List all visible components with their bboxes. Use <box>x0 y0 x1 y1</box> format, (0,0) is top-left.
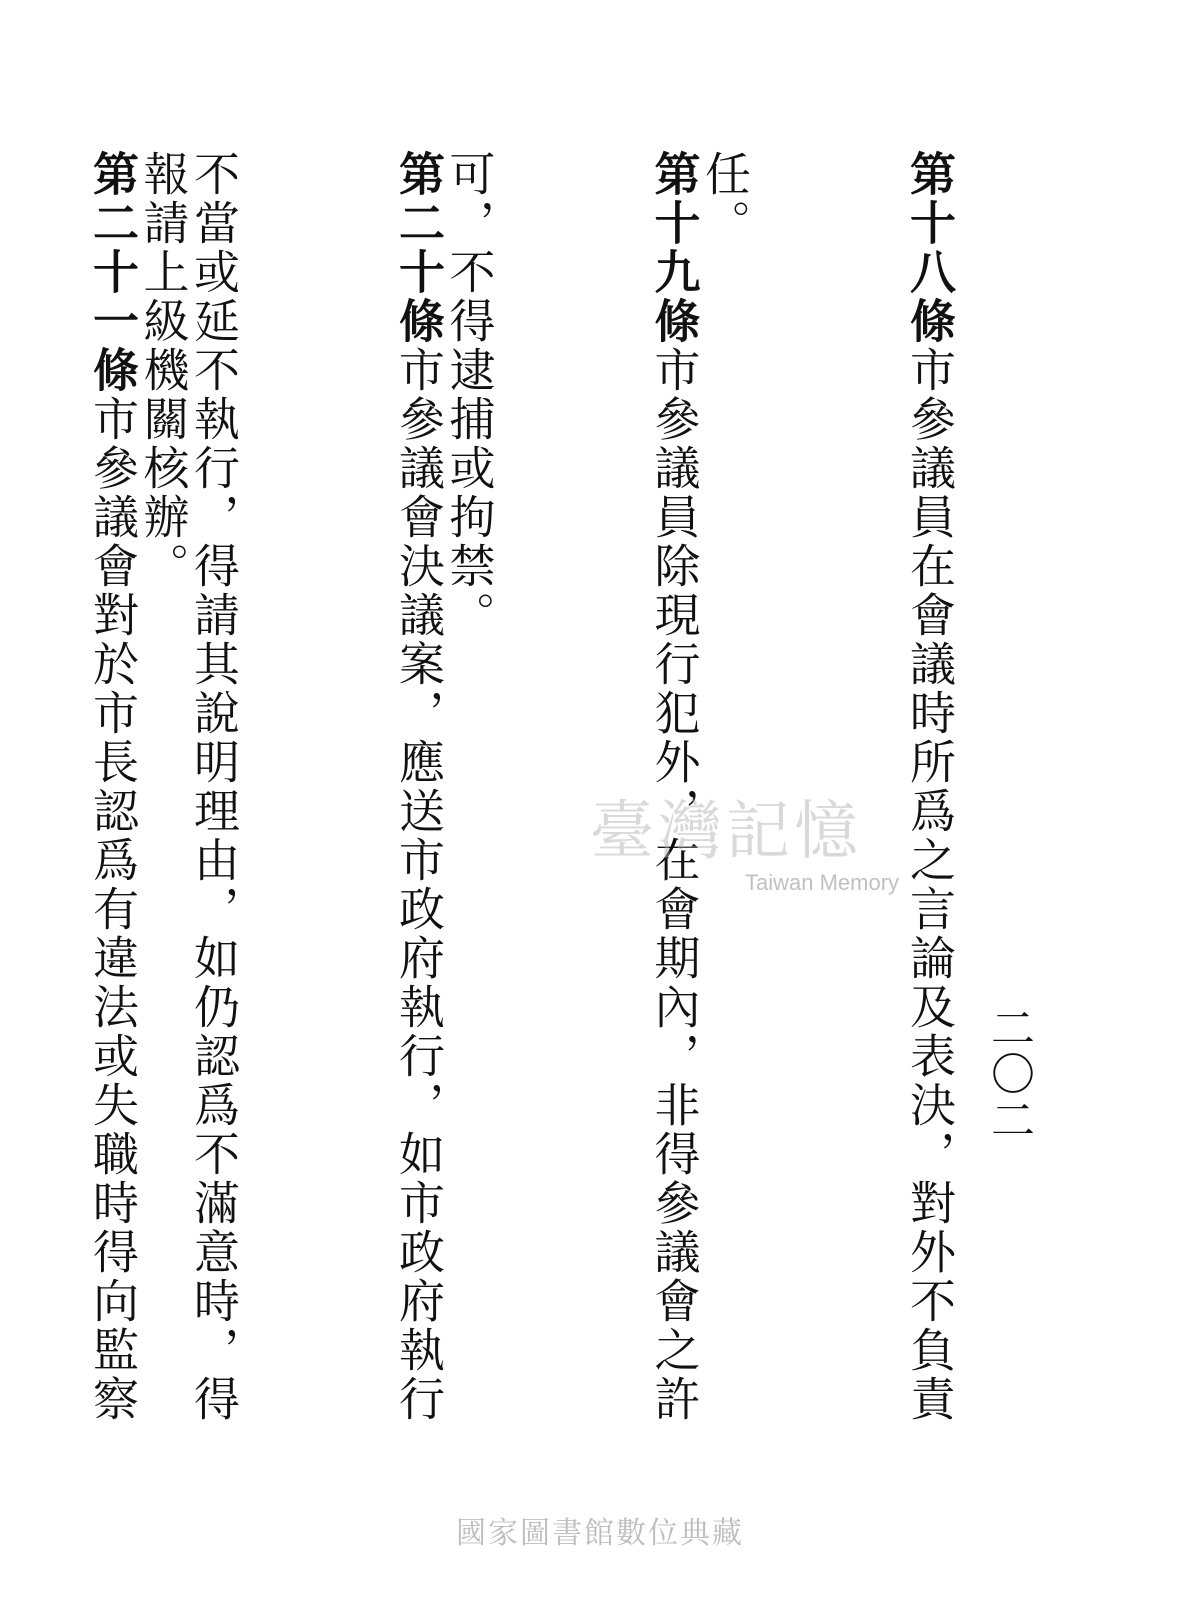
watermark-subtitle: Taiwan Memory <box>745 870 900 895</box>
article-number: 第二十一條 <box>86 150 140 395</box>
article-text: 市參議員除現行犯外，在會期內，非得參議會之許可，不得逮捕或拘禁。 <box>442 150 702 1424</box>
article-21 <box>0 150 138 1450</box>
footer-credit: 國家圖書館數位典藏 <box>456 1516 744 1551</box>
watermark-logo: 臺灣記憶 <box>590 795 862 869</box>
article-text: 市參議會對於市長認爲有違法或失職時得向監察 <box>86 395 140 1424</box>
article-number: 第二十條 <box>392 150 446 346</box>
page-number: 二〇二 <box>983 1005 1034 1143</box>
article-number: 第十九條 <box>647 150 702 346</box>
article-20 <box>138 150 444 1450</box>
article-text: 市參議會決議案，應送市政府執行，如市政府執行不當或延不執行，得請其說明理由，如仍認爲不滿意時，得報請上級機關核辦。 <box>136 150 446 1424</box>
article-number: 第十八條 <box>903 150 957 346</box>
article-text: 市參議員在會議時所爲之言論及表決，對外不負責任。 <box>698 150 957 1424</box>
